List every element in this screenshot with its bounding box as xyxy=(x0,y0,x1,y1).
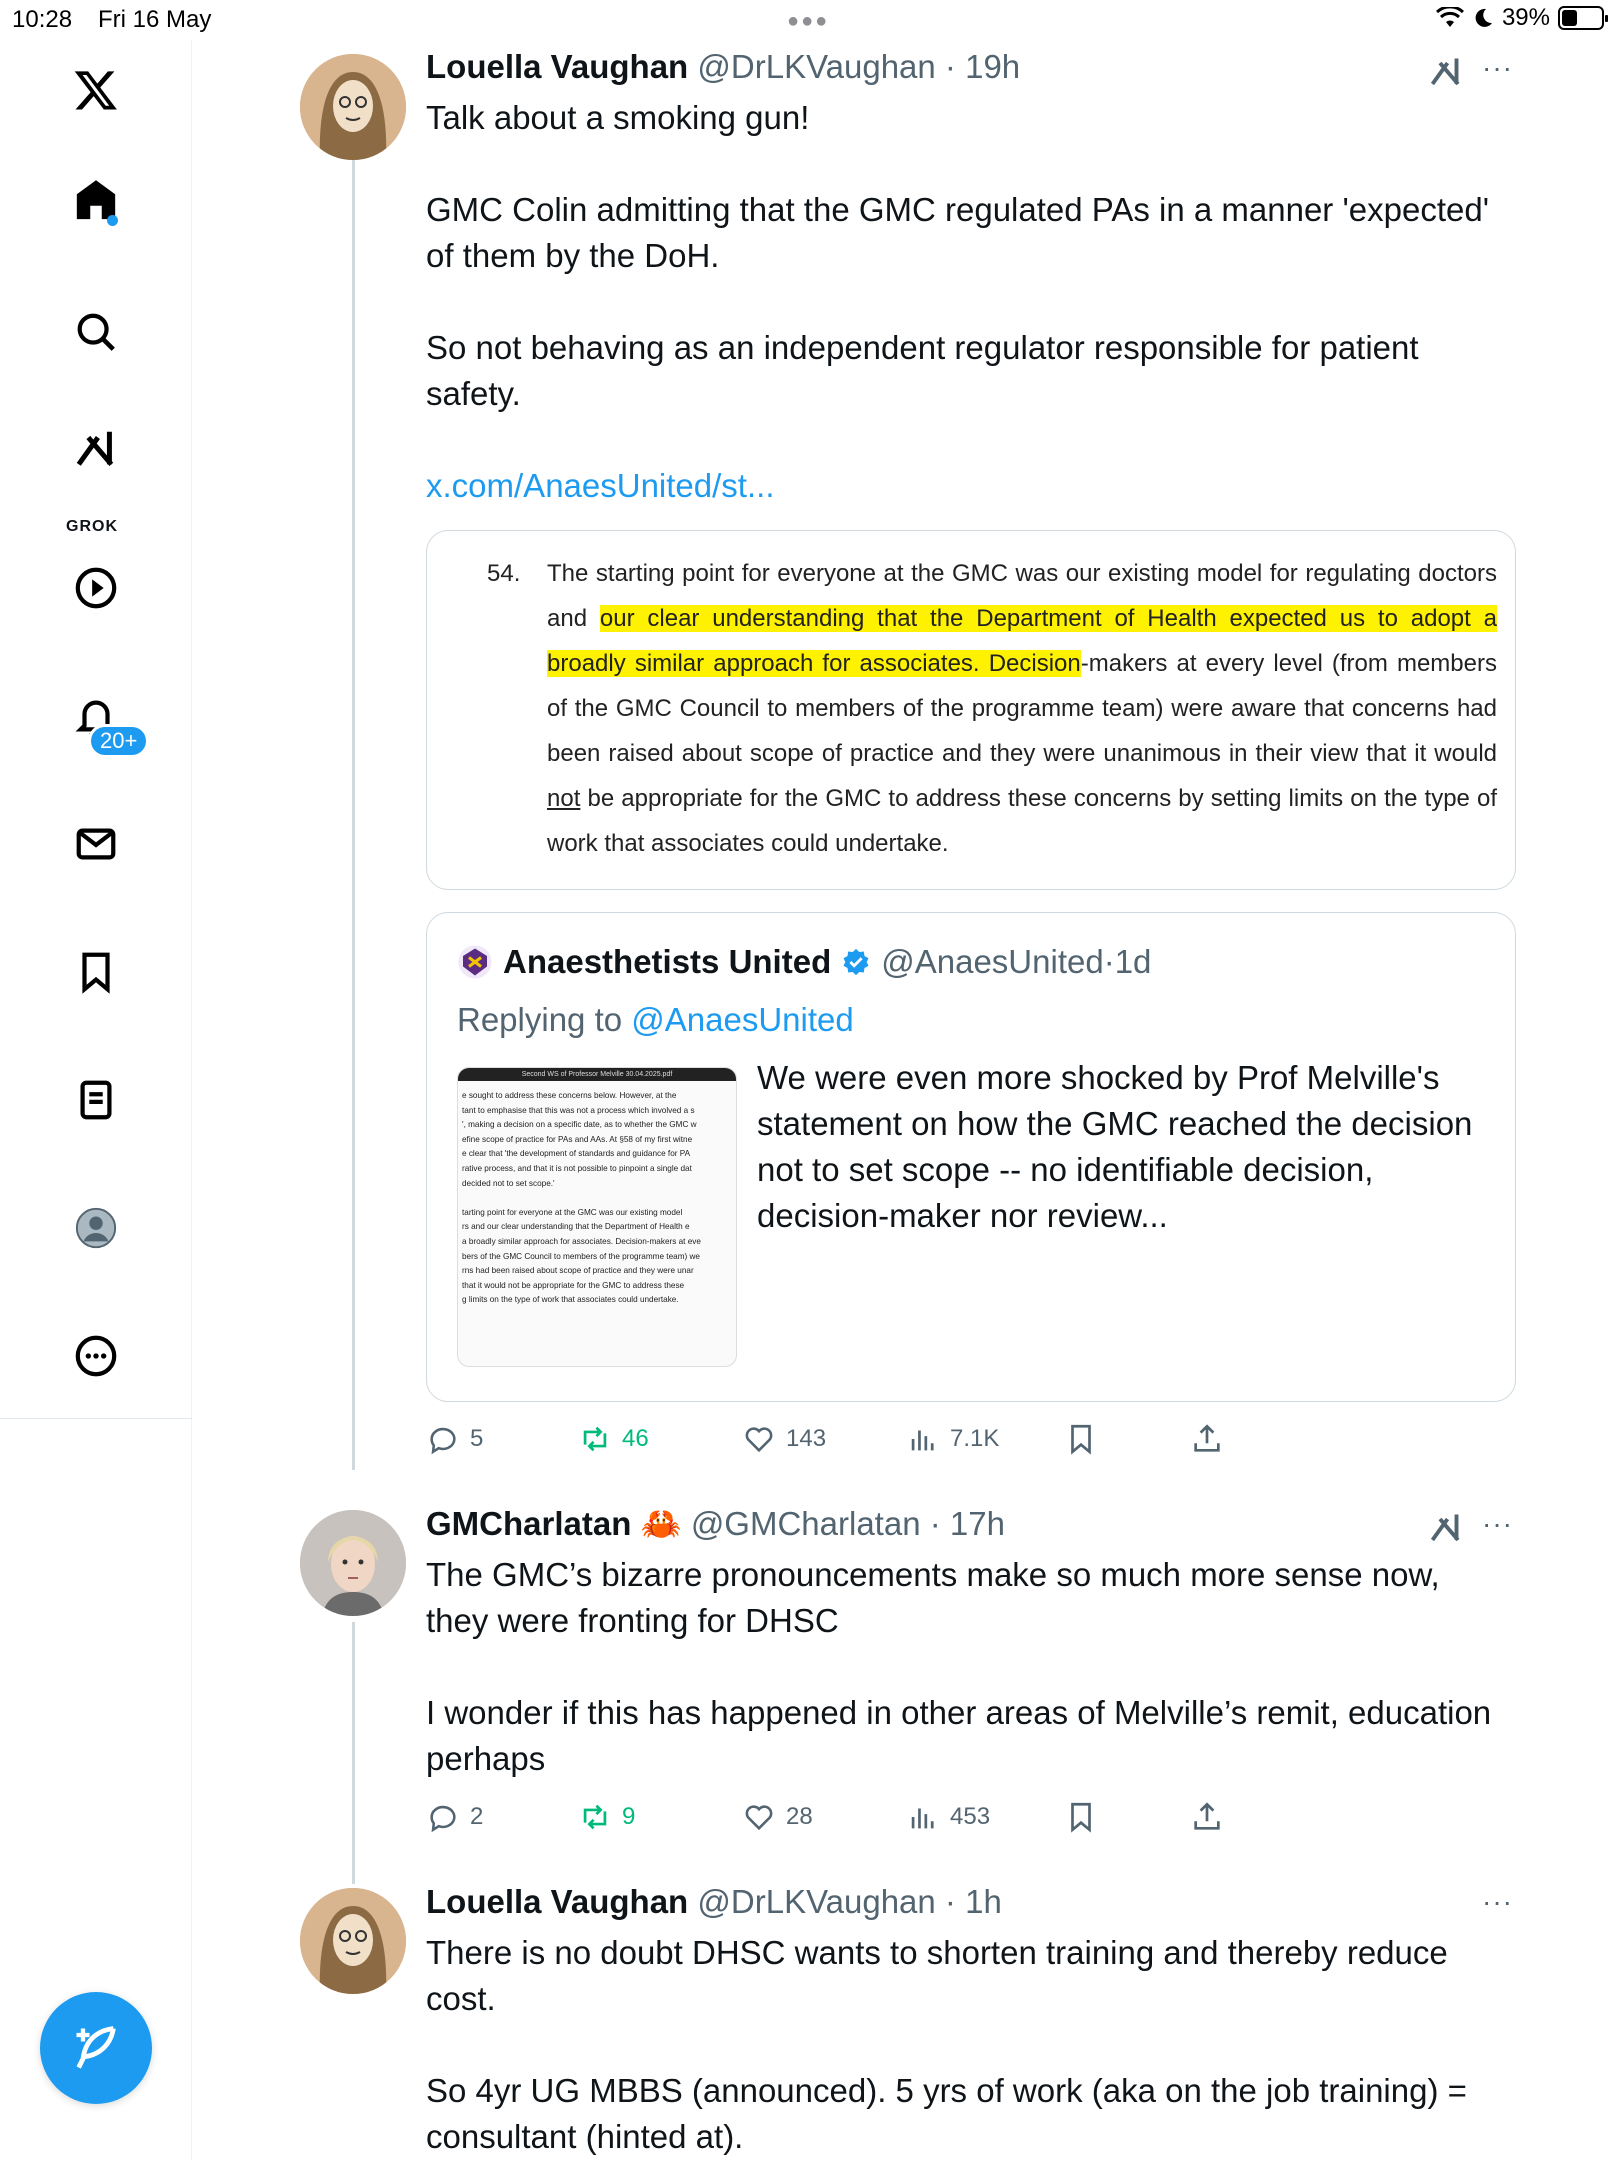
avatar[interactable] xyxy=(300,1510,406,1616)
excerpt-text: -makers at every level (from members of the GMC Council to members of the programme team) were aware that concerns had been raised about scope of practice and they were unanimous in their view that it would xyxy=(547,650,1497,767)
thumbnail-line: e sought to address these concerns below. However, at the xyxy=(462,1091,677,1100)
more-options-icon[interactable]: ··· xyxy=(1482,1508,1513,1539)
tweet-paragraph: I wonder if this has happened in other areas of Melville’s remit, education perhaps xyxy=(426,1694,1492,1777)
thumbnail-line: rns had been raised about scope of practice and they were unar xyxy=(462,1266,694,1276)
heart-icon xyxy=(742,1800,776,1834)
repost-icon xyxy=(578,1422,612,1456)
excerpt-text: be appropriate for the GMC to address these concerns by setting limits on the type of work that associates could undertake. xyxy=(547,785,1497,857)
bookmarks-icon[interactable] xyxy=(46,922,146,1022)
dot-separator: · xyxy=(920,1505,950,1542)
share-button[interactable] xyxy=(1190,1792,1224,1842)
tweet-image[interactable] xyxy=(426,530,1516,890)
replying-to-label: Replying to xyxy=(457,1001,623,1038)
thumbnail-line: rative process, and that it is not possible to pinpoint a single dat xyxy=(462,1163,692,1173)
author-name[interactable]: Louella Vaughan xyxy=(426,1883,689,1920)
like-button[interactable] xyxy=(742,1414,826,1464)
tweet-paragraph: There is no doubt DHSC wants to shorten training and thereby reduce cost. xyxy=(426,1934,1448,2017)
reply-count: 2 xyxy=(470,1803,484,1830)
thumbnail-line: g limits on the type of work that associates could undertake. xyxy=(462,1295,679,1305)
replying-to-handle[interactable]: @AnaesUnited xyxy=(631,1001,854,1038)
tweet-body xyxy=(426,95,1506,509)
heart-icon xyxy=(742,1422,776,1456)
repost-icon xyxy=(578,1800,612,1834)
dot-separator: · xyxy=(935,1883,966,1920)
avatar[interactable] xyxy=(300,1888,406,1994)
search-icon[interactable] xyxy=(46,282,146,382)
lists-icon[interactable] xyxy=(46,1050,146,1150)
tweet-paragraph: So 4yr UG MBBS (announced). 5 yrs of work (aka on the job training) = consultant (hinted at). xyxy=(426,2072,1467,2155)
post-actions xyxy=(426,1792,1266,1842)
views-chart-icon xyxy=(906,1422,940,1456)
thumbnail-line: a broadly similar approach for associates. Decision-makers at eve xyxy=(462,1236,701,1246)
document-excerpt xyxy=(487,551,1497,866)
tweet-paragraph: GMC Colin admitting that the GMC regulated PAs in a manner 'expected' of them by the DoH. xyxy=(426,191,1489,274)
author-handle[interactable]: @DrLKVaughan xyxy=(697,1883,936,1920)
author-handle[interactable]: @GMCharlatan xyxy=(690,1505,921,1542)
quoted-post[interactable] xyxy=(426,912,1516,1402)
post-actions xyxy=(426,1414,1266,1464)
tweet-header xyxy=(426,1505,1005,1544)
avatar-illustration xyxy=(300,1888,406,1994)
like-count: 143 xyxy=(786,1425,827,1452)
thumbnail-line: decided not to set scope.' xyxy=(462,1178,555,1188)
thumbnail-line: bers of the GMC Council to members of the programme team) we xyxy=(462,1251,700,1261)
tweet-paragraph: So not behaving as an independent regulator responsible for patient safety. xyxy=(426,329,1419,412)
view-count: 453 xyxy=(950,1803,991,1830)
profile-avatar-icon[interactable] xyxy=(46,1178,146,1278)
underlined-text: not xyxy=(547,785,581,812)
author-name[interactable]: Louella Vaughan xyxy=(426,48,689,85)
multitask-dots-icon[interactable]: ●●● xyxy=(787,10,830,32)
tweet-paragraph: Talk about a smoking gun! xyxy=(426,99,810,136)
home-notification-dot xyxy=(107,215,118,226)
x-logo-icon[interactable] xyxy=(46,40,146,140)
video-play-icon[interactable] xyxy=(46,538,146,638)
grok-label: GROK xyxy=(66,518,118,535)
verified-badge-icon xyxy=(841,947,871,977)
share-button[interactable] xyxy=(1190,1414,1224,1464)
quoted-post-thumbnail[interactable] xyxy=(457,1067,737,1367)
tweet-paragraph: The GMC’s bizarre pronouncements make so much more sense now, they were fronting for DHSC xyxy=(426,1556,1440,1639)
paragraph-number: 54. xyxy=(487,560,521,587)
quoted-post-time: 1d xyxy=(1114,943,1152,980)
tweet-body xyxy=(426,1930,1506,2160)
thumbnail-line: tarting point for everyone at the GMC was our existing model xyxy=(462,1207,683,1217)
view-count: 7.1K xyxy=(950,1425,1000,1452)
reply-icon xyxy=(426,1800,460,1834)
thumbnail-line: tant to emphasise that this was not a process which involved a s xyxy=(462,1105,695,1115)
author-name[interactable]: GMCharlatan xyxy=(426,1505,632,1542)
thumbnail-line xyxy=(462,1191,732,1206)
highlighted-text: our clear understanding that the Department of Health expected us to adopt a broadly similar approach for associates. Decision xyxy=(547,605,1497,677)
avatar-photo xyxy=(300,1510,406,1616)
avatar-illustration xyxy=(300,54,406,160)
tweet-header xyxy=(426,48,1020,86)
replying-to-line xyxy=(457,1001,854,1039)
thumbnail-line: e clear that 'the development of standards and guidance for PA xyxy=(462,1149,691,1159)
tweet-header xyxy=(426,1883,1002,1921)
grok-explain-icon[interactable] xyxy=(1428,1510,1464,1546)
repost-button[interactable] xyxy=(578,1414,649,1464)
bookmark-button[interactable] xyxy=(1064,1792,1098,1842)
dot-separator: · xyxy=(1103,943,1115,980)
messages-envelope-icon[interactable] xyxy=(46,794,146,894)
compose-feather-icon xyxy=(70,2022,122,2074)
more-options-icon[interactable]: ··· xyxy=(1482,1886,1513,1917)
status-time: 10:28 xyxy=(12,6,73,33)
repost-count: 9 xyxy=(622,1803,636,1830)
compose-post-button[interactable] xyxy=(40,1992,152,2104)
views-button[interactable] xyxy=(906,1414,999,1464)
notifications-badge: 20+ xyxy=(88,724,149,758)
quoted-post-text: We were even more shocked by Prof Melville's statement on how the GMC reached the decision not to set scope -- no identifiable decision, decision-maker nor review... xyxy=(757,1059,1473,1234)
tweet-body xyxy=(426,1552,1506,1782)
thread-line xyxy=(352,1622,355,1884)
reply-button[interactable] xyxy=(426,1792,483,1842)
thumbnail-line: efine scope of practice for PAs and AAs. At §58 of my first witne xyxy=(462,1134,693,1144)
anaesthetists-united-avatar[interactable] xyxy=(457,944,493,980)
views-chart-icon xyxy=(906,1800,940,1834)
thumbnail-document-text xyxy=(458,1081,736,1316)
bookmark-icon xyxy=(1064,1800,1098,1834)
sidebar-divider xyxy=(0,1418,192,1419)
status-date: Fri 16 May xyxy=(98,6,212,33)
post-time[interactable]: 17h xyxy=(949,1505,1005,1542)
reply-button[interactable] xyxy=(426,1414,483,1464)
repost-count: 46 xyxy=(622,1425,649,1452)
crab-emoji: 🦀 xyxy=(640,1505,682,1542)
thumbnail-line: rs and our clear understanding that the Department of Health e xyxy=(462,1222,690,1232)
tweet-link[interactable]: x.com/AnaesUnited/st... xyxy=(426,467,775,504)
post-time[interactable]: 19h xyxy=(965,48,1021,85)
home-icon[interactable] xyxy=(46,150,146,250)
share-icon xyxy=(1190,1800,1224,1834)
quoted-post-header xyxy=(457,943,1151,981)
grok-icon[interactable] xyxy=(46,404,146,494)
reply-icon xyxy=(426,1422,460,1456)
excerpt-text: The starting point for everyone at the GMC was our existing model for regulating doctors and xyxy=(547,560,1497,632)
like-button[interactable] xyxy=(742,1792,813,1842)
more-options-icon[interactable] xyxy=(46,1306,146,1406)
quoted-author-name[interactable]: Anaesthetists United xyxy=(503,943,832,980)
quoted-author-handle[interactable]: @AnaesUnited xyxy=(881,943,1104,980)
thumbnail-line: that it would not be appropriate for the GMC to address these xyxy=(462,1280,685,1290)
grok-explain-icon[interactable] xyxy=(1428,54,1464,90)
reply-count: 5 xyxy=(470,1425,484,1452)
views-button[interactable] xyxy=(906,1792,990,1842)
post-time[interactable]: 1h xyxy=(965,1883,1002,1920)
dot-separator: · xyxy=(935,48,966,85)
battery-percent: 39% xyxy=(1501,4,1550,31)
thumbnail-line: ', making a decision on a specific date, as to whether the GMC w xyxy=(462,1120,697,1130)
like-count: 28 xyxy=(786,1803,813,1830)
bookmark-button[interactable] xyxy=(1064,1414,1098,1464)
thread-line xyxy=(352,160,355,1470)
bookmark-icon xyxy=(1064,1422,1098,1456)
author-handle[interactable]: @DrLKVaughan xyxy=(697,48,936,85)
sidebar xyxy=(0,40,192,2160)
thumbnail-header: Second WS of Professor Melville 30.04.2025.pdf xyxy=(458,1068,736,1081)
avatar[interactable] xyxy=(300,54,406,160)
share-icon xyxy=(1190,1422,1224,1456)
conversation-feed xyxy=(192,0,1620,2160)
more-options-icon[interactable]: ··· xyxy=(1482,52,1513,83)
repost-button[interactable] xyxy=(578,1792,635,1842)
